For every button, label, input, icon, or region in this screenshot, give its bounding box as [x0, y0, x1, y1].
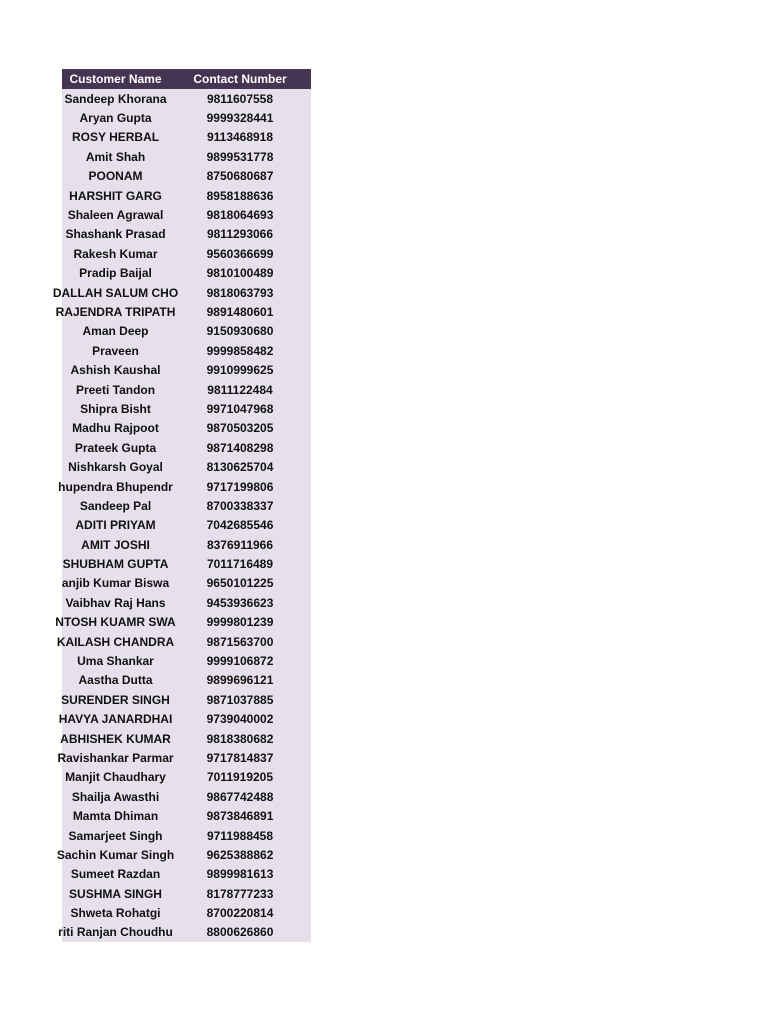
contact-number-cell: 9818064693 — [206, 208, 274, 223]
customer-name: Rakesh Kumar — [73, 246, 158, 261]
table-row — [55, 613, 311, 632]
customer-name-cell — [62, 169, 169, 183]
table-row — [62, 806, 311, 825]
table-header — [62, 69, 311, 89]
customer-name: Shweta Rohatgi — [70, 906, 161, 921]
customer-name: Pradip Baijal — [79, 266, 152, 281]
table-row — [62, 865, 311, 884]
customer-name: Ravishankar Parmar — [57, 750, 174, 765]
customer-name-cell — [62, 150, 169, 164]
customer-name-cell — [62, 790, 169, 804]
table-row — [62, 516, 311, 535]
customer-name-cell — [62, 421, 169, 435]
customer-name: AMIT JOSHI — [81, 537, 150, 552]
customer-name-cell — [62, 227, 169, 241]
table-body — [52, 89, 311, 942]
customer-name-cell — [62, 673, 169, 687]
table-row — [62, 399, 311, 418]
customer-name: ROSY HERBAL — [71, 130, 160, 145]
table-row — [62, 884, 311, 903]
customer-name-cell — [62, 344, 169, 358]
contact-number-cell: 9870503205 — [206, 421, 274, 436]
contact-number-cell: 9818380682 — [206, 731, 274, 746]
customer-name: SURENDER SINGH — [61, 692, 170, 707]
customer-name: KAILASH CHANDRA — [56, 634, 175, 649]
table-row — [62, 380, 311, 399]
table-row — [62, 419, 311, 438]
header-contact-number: Contact Number — [193, 72, 287, 86]
customer-name: Shailja Awasthi — [71, 789, 160, 804]
contact-number-cell: 9453936623 — [206, 595, 274, 610]
table-row — [62, 341, 311, 360]
table-row — [62, 496, 311, 515]
customer-name: Amit Shah — [85, 149, 146, 164]
table-row — [57, 748, 311, 767]
contact-number-cell: 9811607558 — [206, 91, 274, 106]
customer-table — [52, 69, 311, 942]
customer-name-cell — [62, 460, 169, 474]
customer-name-cell — [62, 518, 169, 532]
customer-name-cell — [62, 402, 169, 416]
table-row — [62, 360, 311, 379]
customer-name-cell — [62, 499, 169, 513]
contact-number-cell: 9871563700 — [206, 634, 274, 649]
table-row — [62, 108, 311, 127]
contact-number-cell: 9871037885 — [206, 692, 274, 707]
table-row — [62, 787, 311, 806]
customer-name: Praveen — [92, 343, 139, 358]
table-row — [62, 128, 311, 147]
table-row — [62, 554, 311, 573]
table-row — [62, 205, 311, 224]
customer-name: Sandeep Pal — [79, 498, 152, 513]
customer-name-cell — [55, 615, 176, 630]
customer-name: POONAM — [88, 169, 143, 184]
customer-name-cell — [62, 383, 169, 397]
contact-number-cell: 8750680687 — [206, 169, 274, 184]
table-row — [62, 167, 311, 186]
customer-name: Uma Shankar — [77, 654, 154, 669]
customer-name-cell — [55, 304, 176, 319]
table-row — [56, 632, 311, 651]
customer-name: Madhu Rajpoot — [72, 421, 159, 436]
customer-name-cell — [62, 576, 169, 590]
customer-name-cell — [62, 829, 169, 843]
table-row — [62, 147, 311, 166]
table-row — [58, 477, 311, 496]
table-row — [62, 690, 311, 709]
customer-name: Aryan Gupta — [79, 111, 152, 126]
customer-name: Ashish Kaushal — [70, 363, 161, 378]
contact-number-cell: 8130625704 — [206, 460, 274, 475]
customer-name-cell — [62, 770, 169, 784]
table-row — [62, 438, 311, 457]
contact-number-cell: 9113468918 — [206, 130, 274, 145]
customer-name: Nishkarsh Goyal — [68, 460, 163, 475]
contact-number-cell: 9999106872 — [206, 654, 274, 669]
customer-name: Shipra Bisht — [80, 401, 151, 416]
customer-name-cell — [62, 441, 169, 455]
table-row — [62, 535, 311, 554]
customer-name-cell — [62, 247, 169, 261]
contact-number-cell: 9717814837 — [206, 750, 274, 765]
contact-number-cell: 8376911966 — [206, 537, 274, 552]
customer-name: Manjit Chaudhary — [65, 770, 166, 785]
customer-name-cell — [62, 693, 169, 707]
header-customer-name: Customer Name — [69, 72, 162, 86]
customer-name-cell — [56, 847, 175, 862]
customer-name-cell — [62, 596, 169, 610]
contact-number-cell: 8800626860 — [206, 925, 274, 940]
table-row — [62, 264, 311, 283]
customer-name: SHUBHAM GUPTA — [62, 557, 169, 572]
customer-name-cell — [62, 324, 169, 338]
table-row — [62, 186, 311, 205]
table-row — [62, 322, 311, 341]
customer-name: Mamta Dhiman — [72, 809, 159, 824]
table-row — [58, 710, 311, 729]
table-row — [52, 283, 311, 302]
customer-name-cell — [52, 285, 179, 300]
customer-name: ABHISHEK KUMAR — [60, 731, 171, 746]
contact-number-cell: 9818063793 — [206, 285, 274, 300]
customer-name-cell — [62, 111, 169, 125]
customer-name-cell — [62, 266, 169, 280]
table-row — [62, 574, 311, 593]
table-row — [58, 923, 311, 942]
table-row — [62, 457, 311, 476]
contact-number-cell: 9899981613 — [206, 867, 274, 882]
customer-name-cell — [62, 654, 169, 668]
contact-number-cell: 9650101225 — [206, 576, 274, 591]
table-row — [62, 651, 311, 670]
customer-name-cell — [62, 867, 169, 881]
contact-number-cell: 9891480601 — [206, 304, 274, 319]
table-row — [62, 768, 311, 787]
customer-name: RAJENDRA TRIPATH — [55, 304, 176, 319]
customer-name-cell — [62, 732, 169, 746]
contact-number-cell: 9971047968 — [206, 401, 274, 416]
customer-name-cell — [62, 887, 169, 901]
customer-name: ADITI PRIYAM — [75, 518, 156, 533]
table-row — [62, 225, 311, 244]
customer-name: SUSHMA SINGH — [69, 886, 162, 901]
contact-number-cell: 7011716489 — [206, 557, 274, 572]
customer-name-cell — [58, 479, 173, 494]
contact-number-cell: 9999328441 — [206, 111, 274, 126]
contact-number-cell: 9899531778 — [206, 149, 274, 164]
customer-name: Samarjeet Singh — [68, 828, 163, 843]
contact-number-cell: 9999858482 — [206, 343, 274, 358]
table-row — [62, 89, 311, 108]
customer-name-cell — [58, 925, 173, 940]
customer-name: Prateek Gupta — [74, 440, 157, 455]
customer-name: anjib Kumar Biswa — [61, 576, 170, 591]
table-row — [62, 671, 311, 690]
contact-number-cell: 7011919205 — [206, 770, 274, 785]
customer-name: NTOSH KUAMR SWA — [55, 615, 176, 630]
customer-name: DALLAH SALUM CHO — [52, 285, 179, 300]
contact-number-cell: 9810100489 — [206, 266, 274, 281]
customer-name: Sandeep Khorana — [64, 91, 167, 106]
contact-number-cell: 9811122484 — [207, 382, 273, 397]
contact-number-cell: 9871408298 — [206, 440, 274, 455]
customer-name-cell — [62, 363, 169, 377]
table-row — [56, 845, 311, 864]
contact-number-cell: 8958188636 — [206, 188, 274, 203]
customer-name: Sumeet Razdan — [70, 867, 161, 882]
customer-name: Shashank Prasad — [65, 227, 166, 242]
contact-number-cell: 9899696121 — [206, 673, 274, 688]
table-row — [62, 826, 311, 845]
customer-name: Aman Deep — [82, 324, 149, 339]
contact-number-cell: 9711988458 — [206, 828, 274, 843]
customer-name-cell — [62, 557, 169, 571]
contact-number-cell: 8700338337 — [206, 498, 274, 513]
customer-name-cell — [62, 208, 169, 222]
table-row — [62, 593, 311, 612]
customer-name-cell — [62, 809, 169, 823]
contact-number-cell: 9560366699 — [206, 246, 274, 261]
customer-name: Vaibhav Raj Hans — [65, 595, 166, 610]
customer-name: hupendra Bhupendr — [58, 479, 173, 494]
contact-number-cell: 9739040002 — [206, 712, 274, 727]
customer-name: HARSHIT GARG — [69, 188, 162, 203]
customer-name-cell — [62, 906, 169, 920]
customer-name: Preeti Tandon — [75, 382, 156, 397]
contact-number-cell: 9811293066 — [206, 227, 274, 242]
customer-name-cell — [57, 750, 174, 765]
customer-name-cell — [62, 189, 169, 203]
contact-number-cell: 9867742488 — [206, 789, 274, 804]
customer-name-cell — [56, 634, 175, 649]
customer-name-cell — [58, 712, 173, 727]
customer-name: HAVYA JANARDHAI — [58, 712, 173, 727]
contact-number-cell: 9910999625 — [206, 363, 274, 378]
contact-number-cell: 9999801239 — [206, 615, 274, 630]
contact-number-cell: 7042685546 — [206, 518, 274, 533]
table-row — [62, 903, 311, 922]
customer-name: Sachin Kumar Singh — [56, 847, 175, 862]
table-row — [55, 302, 311, 321]
contact-number-cell: 9717199806 — [206, 479, 274, 494]
customer-name-cell — [62, 538, 169, 552]
customer-name-cell — [62, 130, 169, 144]
contact-number-cell: 9873846891 — [206, 809, 274, 824]
customer-name: Shaleen Agrawal — [67, 208, 164, 223]
customer-name-cell — [62, 92, 169, 106]
table-row — [62, 244, 311, 263]
table-row — [62, 729, 311, 748]
customer-name: Aastha Dutta — [78, 673, 153, 688]
contact-number-cell: 9150930680 — [206, 324, 274, 339]
contact-number-cell: 8700220814 — [206, 906, 274, 921]
contact-number-cell: 9625388862 — [206, 847, 274, 862]
contact-number-cell: 8178777233 — [206, 886, 274, 901]
customer-name: riti Ranjan Choudhu — [58, 925, 173, 940]
